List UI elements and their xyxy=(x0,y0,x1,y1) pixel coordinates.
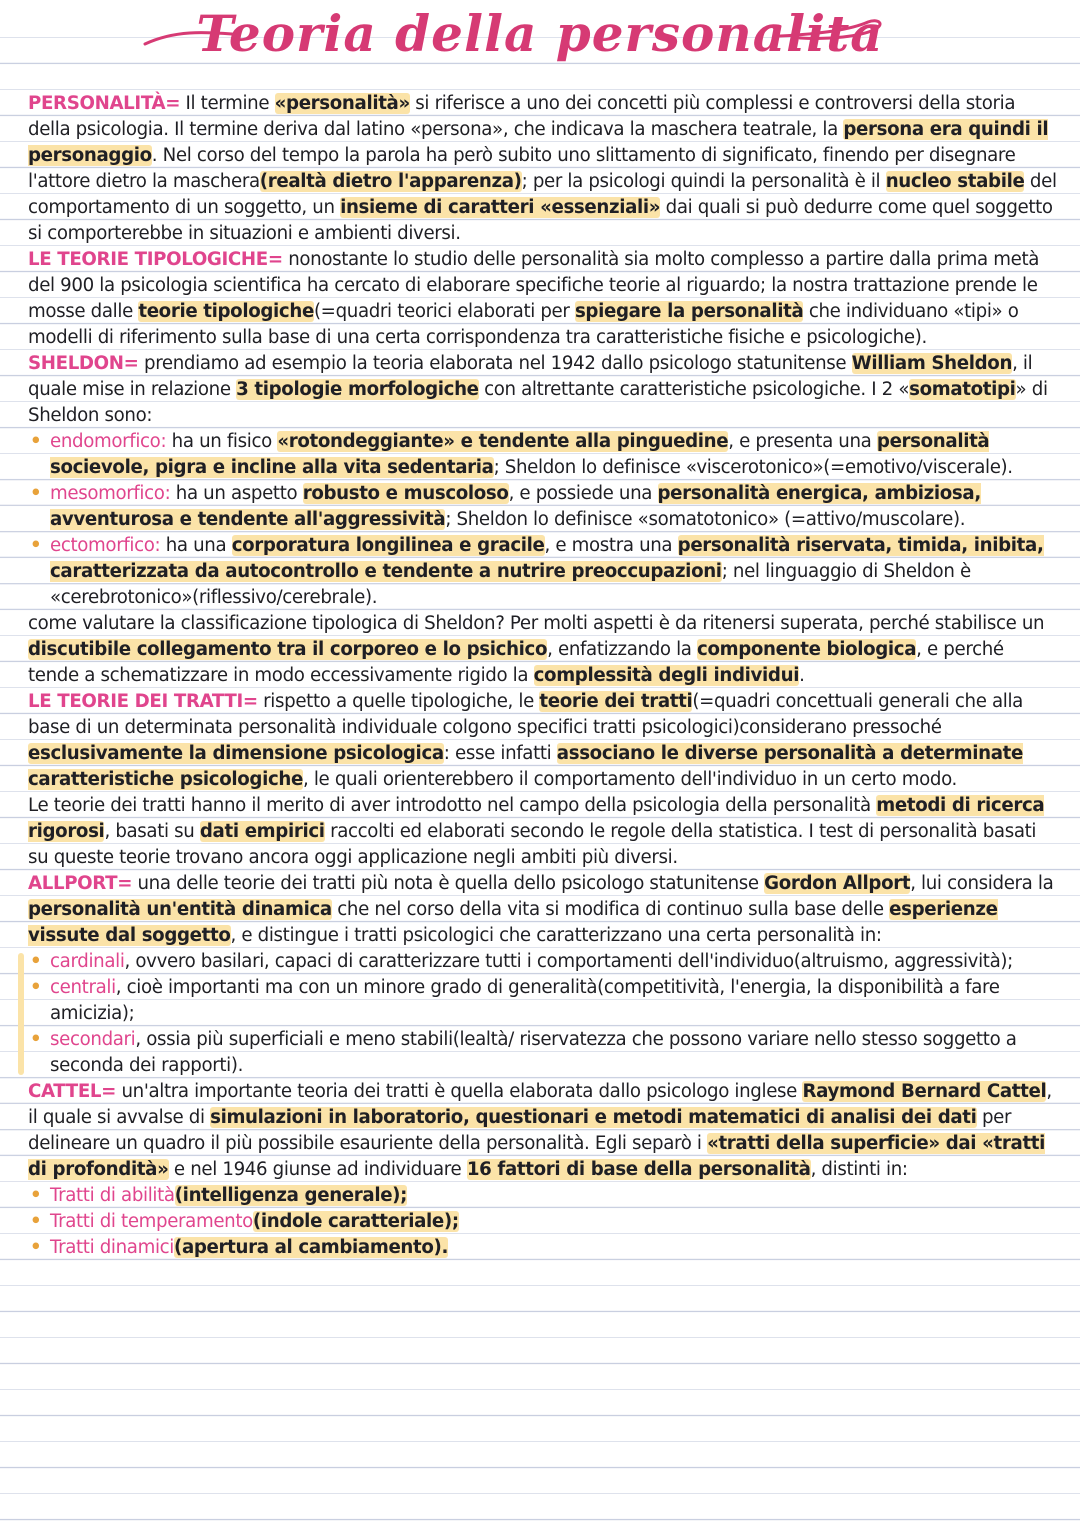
list-item: • Tratti dinamici(apertura al cambiamento). xyxy=(28,1235,1058,1261)
section-heading: SHELDON= xyxy=(28,353,139,374)
list-item: • ectomorfico: ha una corporatura longilinea e gracile, e mostra una personalità riservata, timida, inibita, caratterizzata da autocontrollo e tendente a nutrire preoccupazioni; nel linguaggio di Sheldon è «cerebrotonico»(riflessivo/cerebrale). xyxy=(28,533,1058,611)
cattel-factors-list xyxy=(28,1183,1058,1261)
list-item: • cardinali, ovvero basilari, capaci di caratterizzare tutti i comportamenti dell'individuo(altruismo, aggressività); xyxy=(28,949,1058,975)
section-teorie-tipologiche: LE TEORIE TIPOLOGICHE= nonostante lo studio delle personalità sia molto complesso a partire dalla prima metà del 900 la psicologia scientifica ha cercato di elaborare specifiche teorie al riguardo; la nostra trattazione prende le mosse dalle teorie tipologiche(=quadri teorici elaborati per spiegare la personalità che individuano «tipi» o modelli di riferimento sulla base di una certa corrispondenza tra caratteristiche fisiche e psicologiche). xyxy=(28,249,1040,348)
section-sheldon: SHELDON= prendiamo ad esempio la teoria elaborata nel 1942 dallo psicologo statunitense William Sheldon, il quale mise in relazione 3 tipologie morfologiche con altrettante caratteristiche psicologiche. I 2 «somatotipi» di Sheldon sono: xyxy=(28,353,1048,426)
list-item: • Tratti di temperamento(indole caratteriale); xyxy=(28,1209,1058,1235)
section-allport: ALLPORT= una delle teorie dei tratti più nota è quella dello psicologo statunitense Gordon Allport, lui considera la personalità un'entità dinamica che nel corso della vita si modifica di continuo sulla base delle esperienze vissute dal soggetto, e distingue i tratti psicologici che caratterizzano una certa personalità in: xyxy=(28,873,1054,946)
somatotipi-list xyxy=(28,429,1058,611)
section-heading: LE TEORIE TIPOLOGICHE= xyxy=(28,249,283,270)
list-item: • centrali, cioè importanti ma con un minore grado di generalità(competitività, l'energia, la disponibilità a fare amicizia); xyxy=(28,975,1058,1027)
sheldon-evaluation: come valutare la classificazione tipologica di Sheldon? Per molti aspetti è da ritenersi superata, perché stabilisce un discutibile collegamento tra il corporeo e lo psichico, enfatizzando la componente biologica, e perché tende a schematizzare in modo eccessivamente rigido la complessità degli individui. xyxy=(28,613,1045,686)
list-item: • secondari, ossia più superficiali e meno stabili(lealtà/ riservatezza che possono variare nello stesso soggetto a seconda dei rapporti). xyxy=(28,1027,1058,1079)
section-heading: CATTEL= xyxy=(28,1081,117,1102)
list-item: • Tratti di abilità(intelligenza generale); xyxy=(28,1183,1058,1209)
section-cattel: CATTEL= un'altra importante teoria dei tratti è quella elaborata dallo psicologo inglese Raymond Bernard Cattel, il quale si avvalse di simulazioni in laboratorio, questionari e metodi matematici di analisi dei dati per delineare un quadro il più possibile esauriente della personalità. Egli separò i «tratti della superficie» dai «tratti di profondità» e nel 1946 giunse ad individuare 16 fattori di base della personalità, distinti in: xyxy=(28,1081,1052,1180)
tratti-merit: Le teorie dei tratti hanno il merito di aver introdotto nel campo della psicologia della personalità metodi di ricerca rigorosi, basati su dati empirici raccolti ed elaborati secondo le regole della statistica. I test di personalità basati su queste teorie trovano ancora oggi applicazione negli ambiti più diversi. xyxy=(28,795,1045,868)
list-item: • endomorfico: ha un fisico «rotondeggiante» e tendente alla pinguedine, e presenta una personalità socievole, pigra e incline alla vita sedentaria; Sheldon lo definisce «viscerotonico»(=emotivo/viscerale). xyxy=(28,429,1058,481)
title-area xyxy=(0,0,1080,90)
section-heading: PERSONALITÀ= xyxy=(28,93,181,114)
list-item: • mesomorfico: ha un aspetto robusto e muscoloso, e possiede una personalità energica, ambiziosa, avventurosa e tendente all'aggressività; Sheldon lo definisce «somatotonico» (=attivo/muscolare). xyxy=(28,481,1058,533)
section-teorie-tratti: LE TEORIE DEI TRATTI= rispetto a quelle tipologiche, le teorie dei tratti(=quadri concettuali generali che alla base di un determinata personalità individuale colgono specifici tratti psicologici)considerano pressoché esclusivamente la dimensione psicologica: esse infatti associano le diverse personalità a determinate caratteristiche psicologiche, le quali orienterebbero il comportamento dell'individuo in un certo modo. xyxy=(28,691,1024,790)
page-title: Teoria della personalita xyxy=(196,4,884,63)
allport-traits-list xyxy=(28,949,1058,1079)
section-heading: LE TEORIE DEI TRATTI= xyxy=(28,691,258,712)
section-personalita: PERSONALITÀ= Il termine «personalità» si riferisce a uno dei concetti più complessi e controversi della storia della psicologia. Il termine deriva dal latino «persona», che indicava la maschera teatrale, la persona era quindi il personaggio. Nel corso del tempo la parola ha però subito uno slittamento di significato, finendo per disegnare l'attore dietro la maschera(realtà dietro l'apparenza); per la psicologi quindi la personalità è il nucleo stabile del comportamento di un soggetto, un insieme di caratteri «essenziali» dai quali si può dedurre come quel soggetto si comporterebbe in situazioni e ambienti diversi. xyxy=(28,93,1057,244)
section-heading: ALLPORT= xyxy=(28,873,133,894)
note-content xyxy=(28,91,1058,1261)
